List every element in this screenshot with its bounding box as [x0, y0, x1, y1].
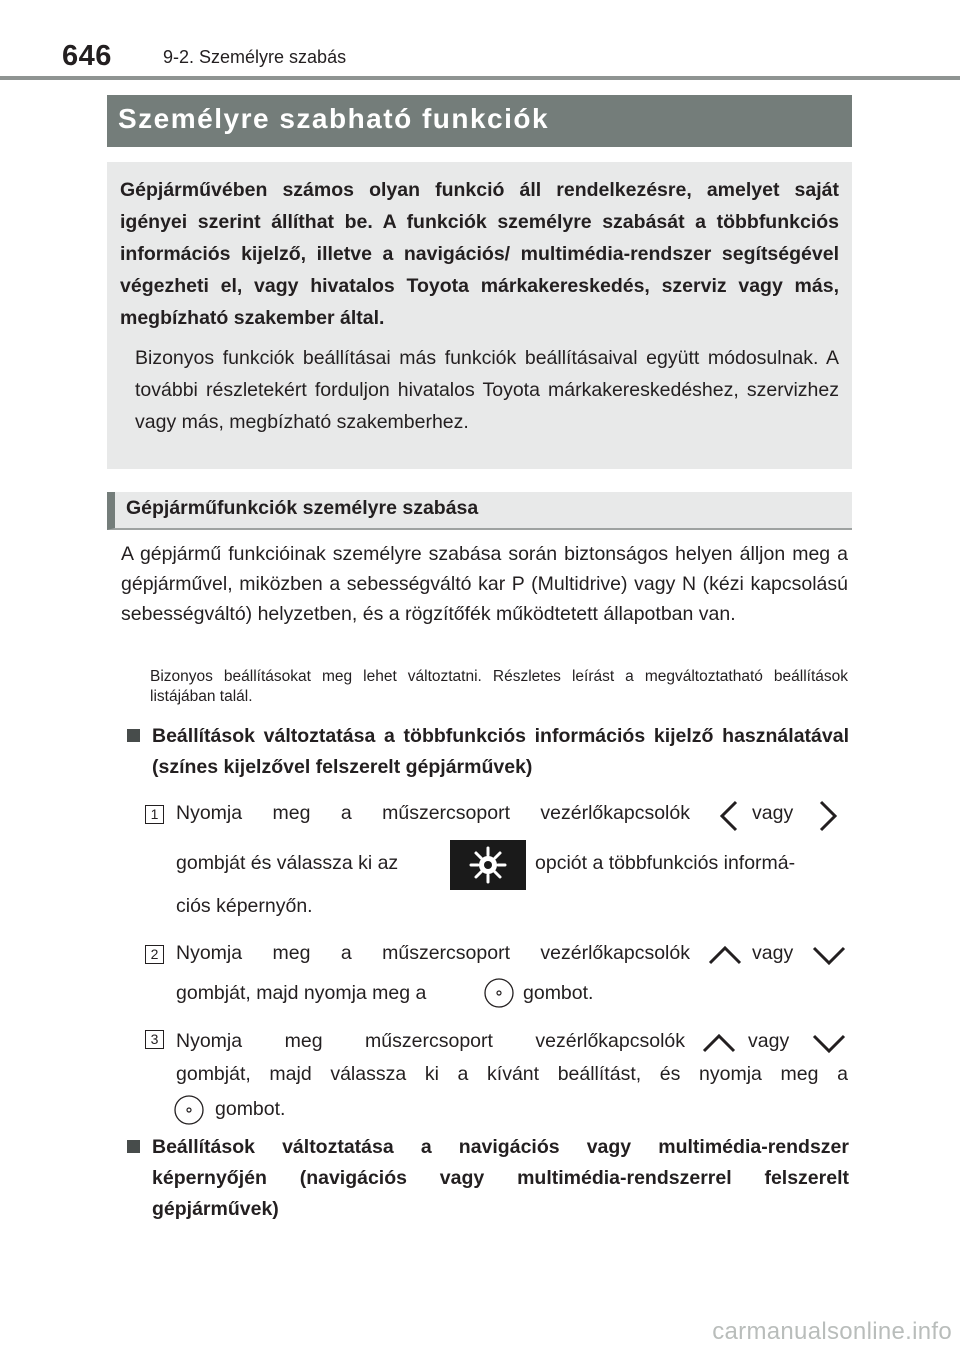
subheading: Gépjárműfunkciók személyre szabása	[107, 492, 852, 530]
step-1-line-2b: opciót a többfunkciós informá-	[535, 852, 796, 874]
section-heading-navigation	[127, 1132, 849, 1225]
intro-text: Gépjárművében számos olyan funkció áll rendelkezésre, amelyet saját igényei szerint állíthat be. A funkciók személyre szabását a többfunkciós információs kijelző, illetve a navigációs/ multimédia-rendszer segítségével végezheti el, vagy hivatalos Toyota márkakereskedés, szerviz vagy más, megbízható szakember által.	[120, 179, 839, 329]
watermark: carmanualsonline.info	[712, 1318, 952, 1345]
ok-button-icon	[172, 1093, 206, 1127]
step-1-line-1: Nyomja meg a műszercsoport vezérlőkapcsolók	[176, 802, 690, 824]
header-divider	[0, 76, 960, 80]
step-1-or: vagy	[752, 802, 794, 824]
page-title: Személyre szabható funkciók	[107, 95, 852, 147]
section-heading-text: Beállítások változtatása a navigációs vagy multimédia-rendszer képernyőjén (navigációs vagy multimédia-rendszerrel felszerelt gépjárművek)	[152, 1136, 849, 1220]
step-number-badge: 3	[145, 1030, 164, 1049]
step-3-line-3: gombot.	[215, 1098, 286, 1120]
step-3-line-2: gombját, majd válassza ki a kívánt beállítást, és nyomja meg a	[176, 1063, 848, 1085]
chevron-left-icon	[717, 799, 741, 833]
step-2-line-2a: gombját, majd nyomja meg a	[176, 982, 427, 1004]
settings-gear-icon	[450, 840, 526, 890]
bullet-square-icon	[127, 1140, 140, 1153]
bullet-square-icon	[127, 729, 140, 742]
ok-button-icon	[482, 976, 516, 1010]
body-paragraph: A gépjármű funkcióinak személyre szabása során biztonságos helyen álljon meg a gépjárművel, miközben a sebességváltó kar P (Multidrive) vagy N (kézi kapcsolású sebességváltó) helyzetben, és a rögzítőfék működtetett állapotban van.	[121, 543, 848, 625]
step-number-badge: 2	[145, 945, 164, 964]
step-number-badge: 1	[145, 805, 164, 824]
step-1-line-2a: gombját és válassza ki az	[176, 852, 399, 874]
intro-box	[107, 162, 852, 469]
step-3-or: vagy	[748, 1030, 790, 1052]
chevron-right-icon	[816, 799, 840, 833]
chevron-down-icon	[811, 1031, 847, 1055]
section-reference: 9-2. Személyre szabás	[163, 47, 347, 67]
intro-note: Bizonyos funkciók beállításai más funkciók beállításaival együtt módosulnak. A további részletekért forduljon hivatalos Toyota márkakereskedéshez, szervizhez vagy más, megbízható szakemberhez.	[135, 347, 839, 433]
page-number: 646	[62, 40, 112, 72]
step-1-line-3: ciós képernyőn.	[176, 895, 313, 917]
chevron-up-icon	[701, 1031, 737, 1055]
small-note: Bizonyos beállításokat meg lehet változtatni. Részletes leírást a megváltoztatható beállítások listájában talál.	[150, 668, 848, 705]
step-2-line-2b: gombot.	[523, 982, 594, 1004]
step-2-or: vagy	[752, 942, 794, 964]
step-2-line-1: Nyomja meg a műszercsoport vezérlőkapcsolók	[176, 942, 690, 964]
section-heading-display	[127, 721, 849, 783]
chevron-up-icon	[707, 943, 743, 967]
section-heading-text: Beállítások változtatása a többfunkciós információs kijelző használatával (színes kijelzővel felszerelt gépjárművek)	[152, 725, 849, 778]
step-3-line-1: Nyomja meg műszercsoport vezérlőkapcsolók	[176, 1030, 685, 1052]
chevron-down-icon	[811, 943, 847, 967]
